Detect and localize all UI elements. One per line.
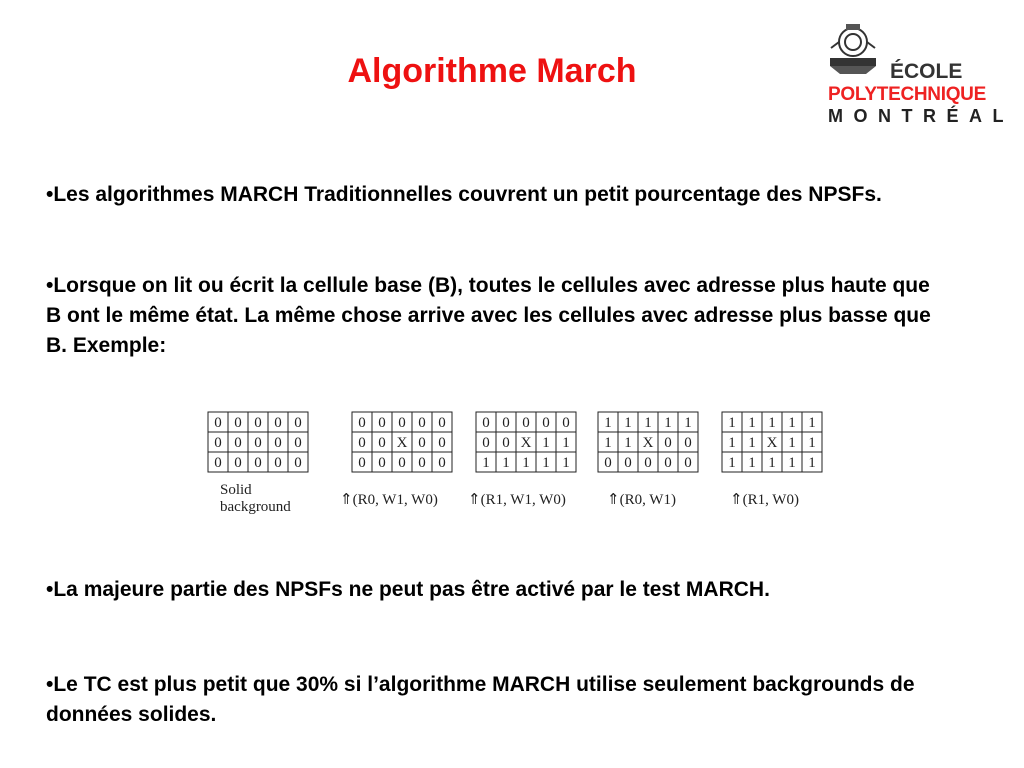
grid-cell-value: 0 [214,415,222,431]
bullet-item-2: •Lorsque on lit ou écrit la cellule base (B), toutes le cellules avec adresse plus haute que B ont le même état. La même chose arrive avec les cellules avec adresse plus basse que B. Exemple: [46,274,931,357]
grid-cell-value: 0 [358,435,366,451]
grid-cell-value: 0 [234,415,242,431]
grid-caption: Solid [220,482,252,498]
grid-cell-value: 1 [728,455,736,471]
grid-cell-value: 0 [294,415,302,431]
grid-cell-value: 0 [604,455,612,471]
grid-cell-value: 0 [482,435,490,451]
grid-cell-value: 0 [684,455,692,471]
grid-cell-value: 1 [562,455,570,471]
grid-cell-value: 0 [358,415,366,431]
grid-cell-value: 0 [562,415,570,431]
logo-polytechnique-text: POLYTECHNIQUE [828,84,986,105]
grid-cell-value: 1 [542,455,550,471]
grid-cell-value: 1 [604,435,612,451]
grid-cell-value: 0 [294,435,302,451]
march-example-figure [200,400,840,520]
polytechnique-logo [826,18,1014,128]
crest-icon [826,18,896,78]
grid-cell-value: X [766,435,778,451]
grid-cell-value: 1 [808,435,816,451]
grid-cell-value: 1 [728,435,736,451]
grid-cell-value: 0 [664,435,672,451]
logo-ecole-text: ÉCOLE [890,60,963,83]
grid-cell-value: 1 [768,455,776,471]
memory-grid-5 [722,412,822,472]
grid-cell-value: 0 [684,435,692,451]
grid-cell-value: 1 [604,415,612,431]
grid-cell-value: 1 [664,415,672,431]
grid-cell-value: 1 [788,415,796,431]
grid-caption: background [220,499,291,515]
grid-cell-value: 0 [398,415,406,431]
bullet-item-4: •Le TC est plus petit que 30% si l’algorithme MARCH utilise seulement backgrounds de données solides. [46,673,915,726]
grid-cell-value: 0 [378,455,386,471]
grid-cell-value: 0 [522,415,530,431]
grid-cell-value: 0 [438,415,446,431]
memory-grid-2 [352,412,452,472]
grid-cell-value: 1 [748,455,756,471]
grid-cell-value: 1 [644,415,652,431]
grid-cell-value: 0 [378,435,386,451]
memory-grid-1 [208,412,308,472]
grid-cell-value: 0 [274,435,282,451]
grid-cell-value: 0 [378,415,386,431]
grid-cell-value: X [520,435,532,451]
grid-cell-value: 0 [482,415,490,431]
grid-cell-value: 0 [274,455,282,471]
grid-cell-value: 1 [624,435,632,451]
grid-cell-value: 0 [624,455,632,471]
grid-cell-value: 1 [542,435,550,451]
grid-caption: ⇑(R1, W0) [730,492,799,508]
grid-cell-value: 0 [418,455,426,471]
grid-cell-value: 1 [502,455,510,471]
grid-cell-value: 0 [644,455,652,471]
bullet-item-3: •La majeure partie des NPSFs ne peut pas être activé par le test MARCH. [46,578,770,601]
grid-cell-value: X [642,435,654,451]
grid-cell-value: 1 [522,455,530,471]
grid-cell-value: 0 [254,435,262,451]
grid-cell-value: 0 [358,455,366,471]
grid-cell-value: 1 [624,415,632,431]
grid-cell-value: X [396,435,408,451]
grid-cell-value: 0 [234,435,242,451]
grid-cell-value: 1 [788,435,796,451]
grid-cell-value: 0 [398,455,406,471]
logo-montreal-text: MONTRÉAL [828,106,1014,126]
grid-cell-value: 0 [274,415,282,431]
grid-cell-value: 0 [254,455,262,471]
grid-cell-value: 1 [748,415,756,431]
slide-title: Algorithme March [347,52,637,90]
grid-cell-value: 0 [542,415,550,431]
grid-cell-value: 1 [808,455,816,471]
grid-cell-value: 0 [664,455,672,471]
grid-cell-value: 0 [234,455,242,471]
grid-cell-value: 0 [438,455,446,471]
grid-cell-value: 1 [562,435,570,451]
grid-cell-value: 1 [748,435,756,451]
grid-cell-value: 0 [214,435,222,451]
grid-cell-value: 0 [254,415,262,431]
bullet-item-1: •Les algorithmes MARCH Traditionnelles couvrent un petit pourcentage des NPSFs. [46,183,882,206]
march-grids-svg [200,400,840,520]
grid-caption: ⇑(R1, W1, W0) [468,492,566,508]
grid-cell-value: 0 [418,415,426,431]
grid-cell-value: 0 [502,435,510,451]
grid-caption: ⇑(R0, W1, W0) [340,492,438,508]
grid-cell-value: 0 [438,435,446,451]
grid-cell-value: 1 [728,415,736,431]
grid-cell-value: 0 [502,415,510,431]
grid-cell-value: 0 [294,455,302,471]
grid-caption: ⇑(R0, W1) [607,492,676,508]
grid-cell-value: 1 [684,415,692,431]
grid-cell-value: 1 [482,455,490,471]
grid-cell-value: 0 [214,455,222,471]
grid-cell-value: 1 [788,455,796,471]
grid-cell-value: 1 [808,415,816,431]
memory-grid-4 [598,412,698,472]
grid-cell-value: 1 [768,415,776,431]
grid-cell-value: 0 [418,435,426,451]
memory-grid-3 [476,412,576,472]
